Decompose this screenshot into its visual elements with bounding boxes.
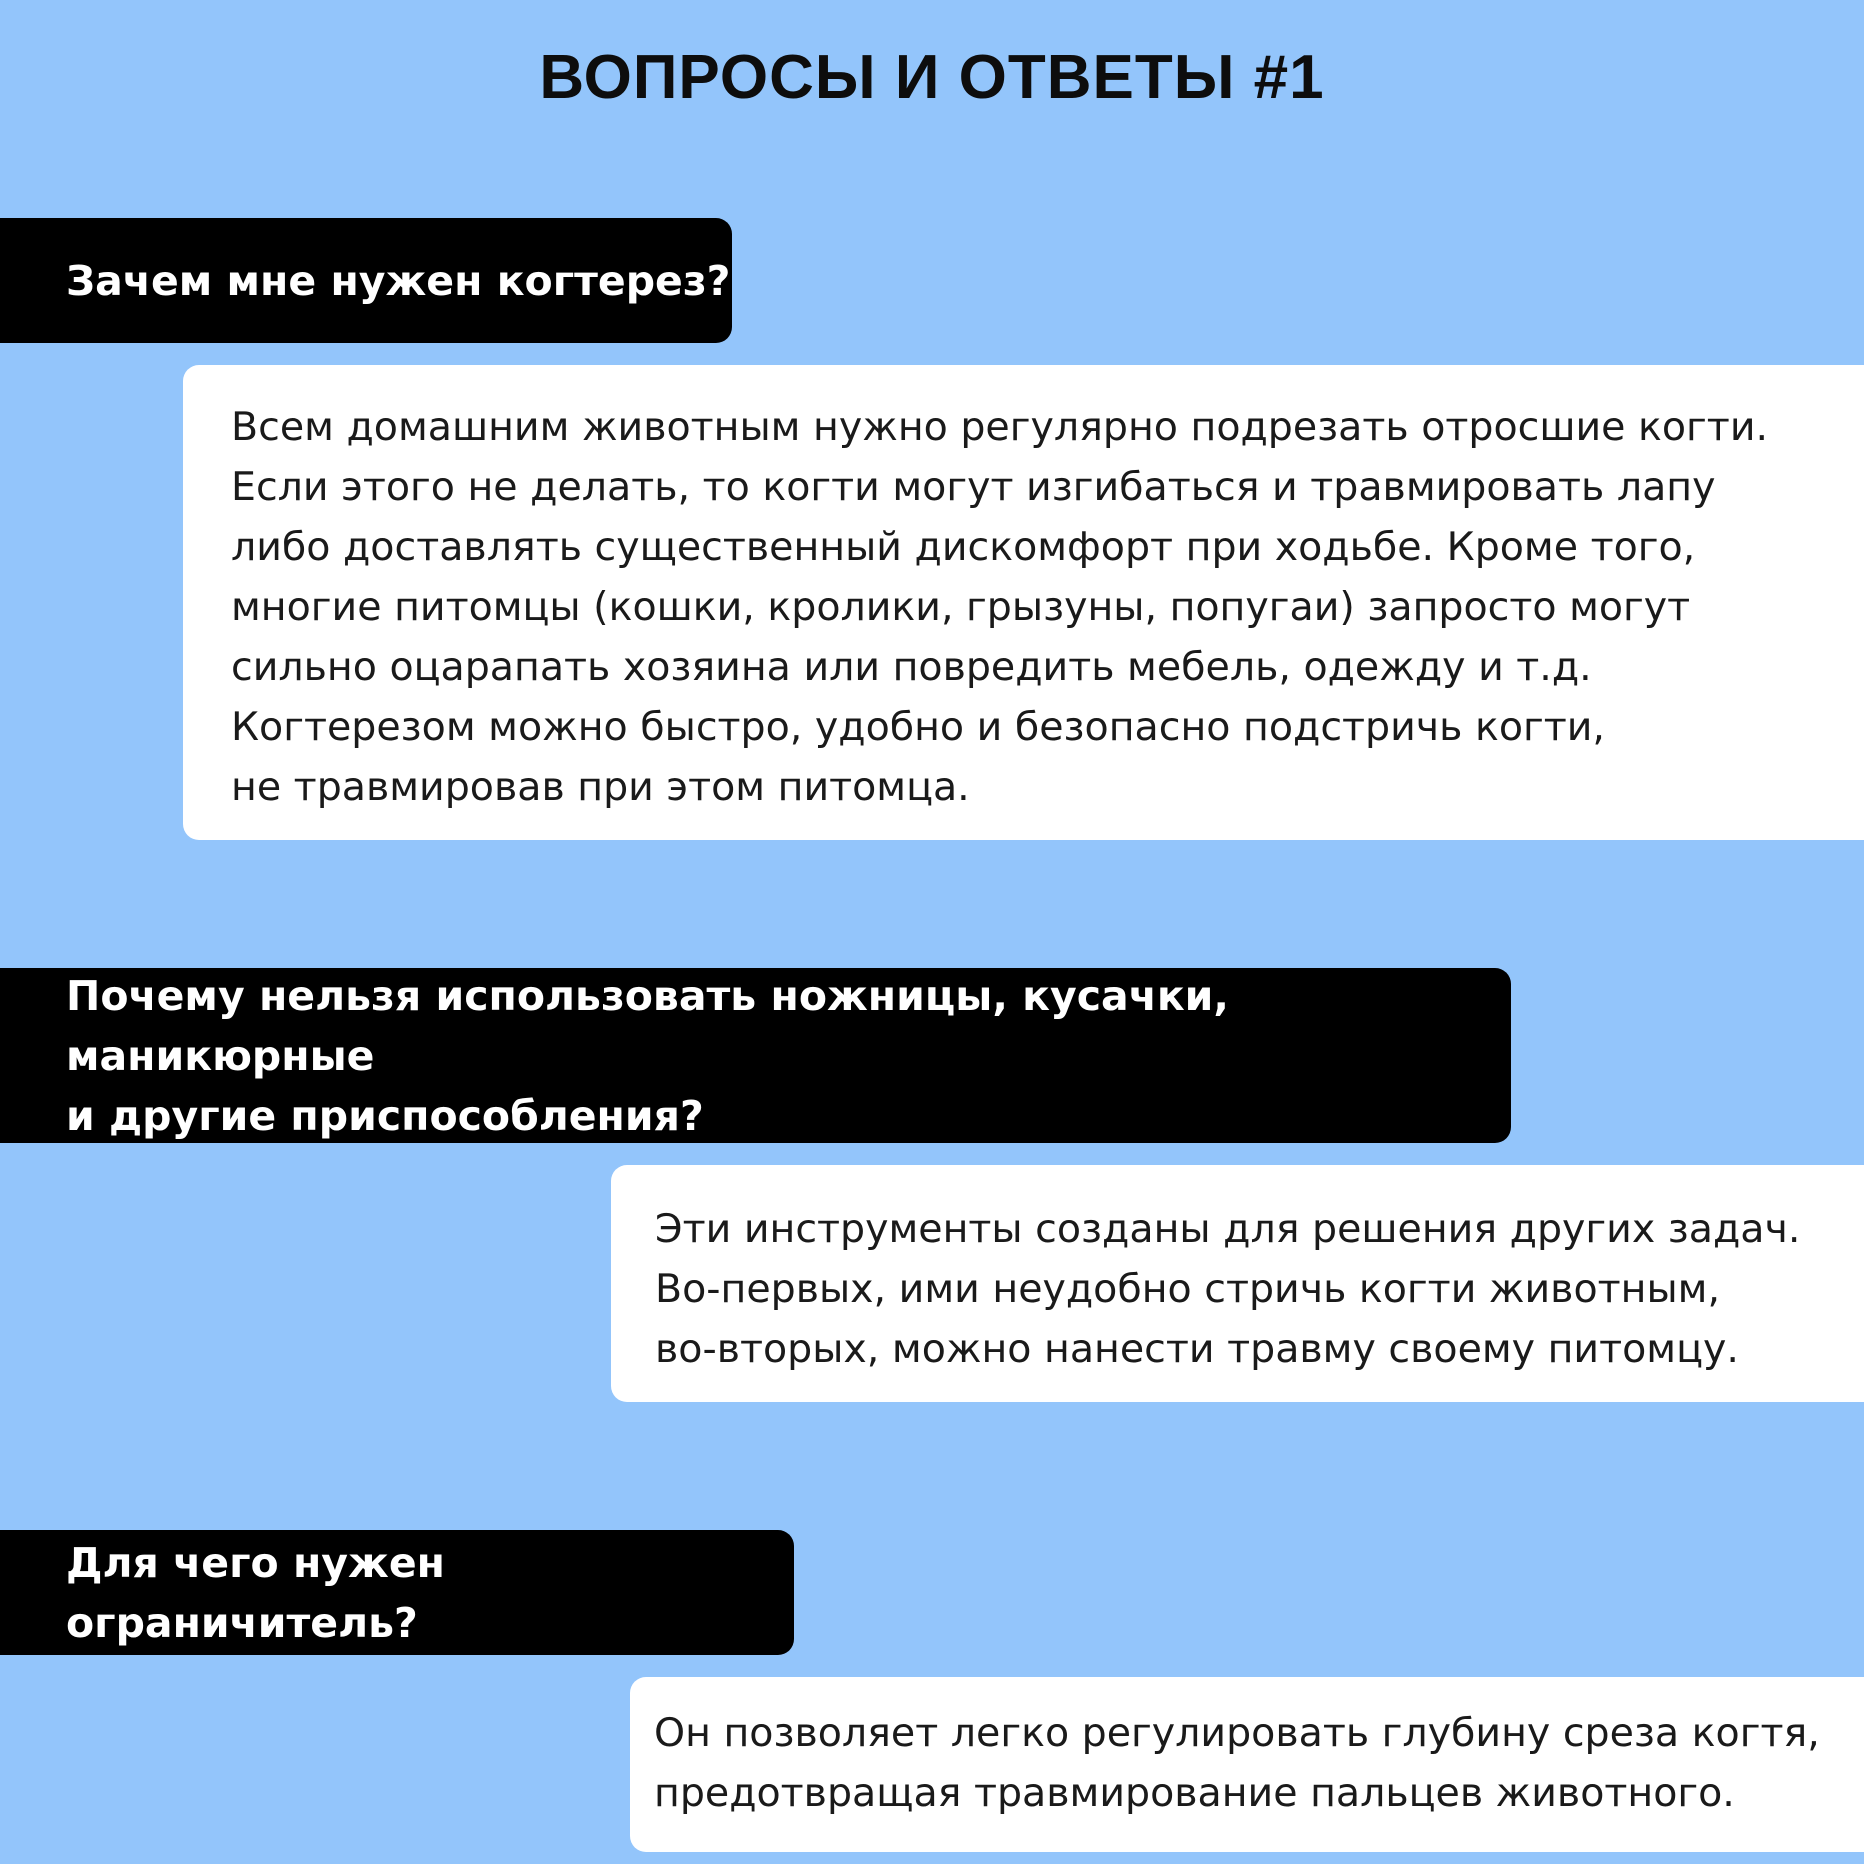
question-bubble-1 — [0, 218, 732, 343]
answer-1-line-3: либо доставлять существенный дискомфорт при ходьбе. Кроме того, — [231, 524, 1696, 570]
answer-bubble-2 — [611, 1165, 1864, 1402]
answer-1-line-6: Когтерезом можно быстро, удобно и безопасно подстричь когти, — [231, 704, 1605, 750]
answer-2-line-2: Во-первых, ими неудобно стричь когти животным, — [655, 1266, 1720, 1312]
answer-1-line-2: Если этого не делать, то когти могут изгибаться и травмировать лапу — [231, 464, 1716, 510]
question-2-line-1: Почему нельзя использовать ножницы, кусачки, маникюрные — [66, 971, 1229, 1080]
question-2-line-2: и другие приспособления? — [66, 1091, 704, 1140]
question-3-line-1: Для чего нужен ограничитель? — [66, 1538, 445, 1647]
answer-3-line-1: Он позволяет легко регулировать глубину среза когтя, — [654, 1710, 1820, 1756]
answer-1-line-1: Всем домашним животным нужно регулярно подрезать отросшие когти. — [231, 404, 1769, 450]
answer-1-line-4: многие питомцы (кошки, кролики, грызуны, попугаи) запросто могут — [231, 584, 1691, 630]
question-bubble-2 — [0, 968, 1511, 1143]
question-bubble-3 — [0, 1530, 794, 1655]
answer-3-line-2: предотвращая травмирование пальцев животного. — [654, 1770, 1735, 1816]
question-1-line-1: Зачем мне нужен когтерез? — [66, 256, 731, 305]
answer-bubble-1 — [183, 365, 1864, 840]
page-title: ВОПРОСЫ И ОТВЕТЫ #1 — [539, 43, 1325, 112]
answer-1-line-7: не травмировав при этом питомца. — [231, 764, 970, 810]
answer-2-line-3: во-вторых, можно нанести травму своему питомцу. — [655, 1326, 1739, 1372]
answer-bubble-3 — [630, 1677, 1864, 1852]
answer-2-line-1: Эти инструменты созданы для решения других задач. — [655, 1206, 1801, 1252]
answer-1-line-5: сильно оцарапать хозяина или повредить мебель, одежду и т.д. — [231, 644, 1592, 690]
